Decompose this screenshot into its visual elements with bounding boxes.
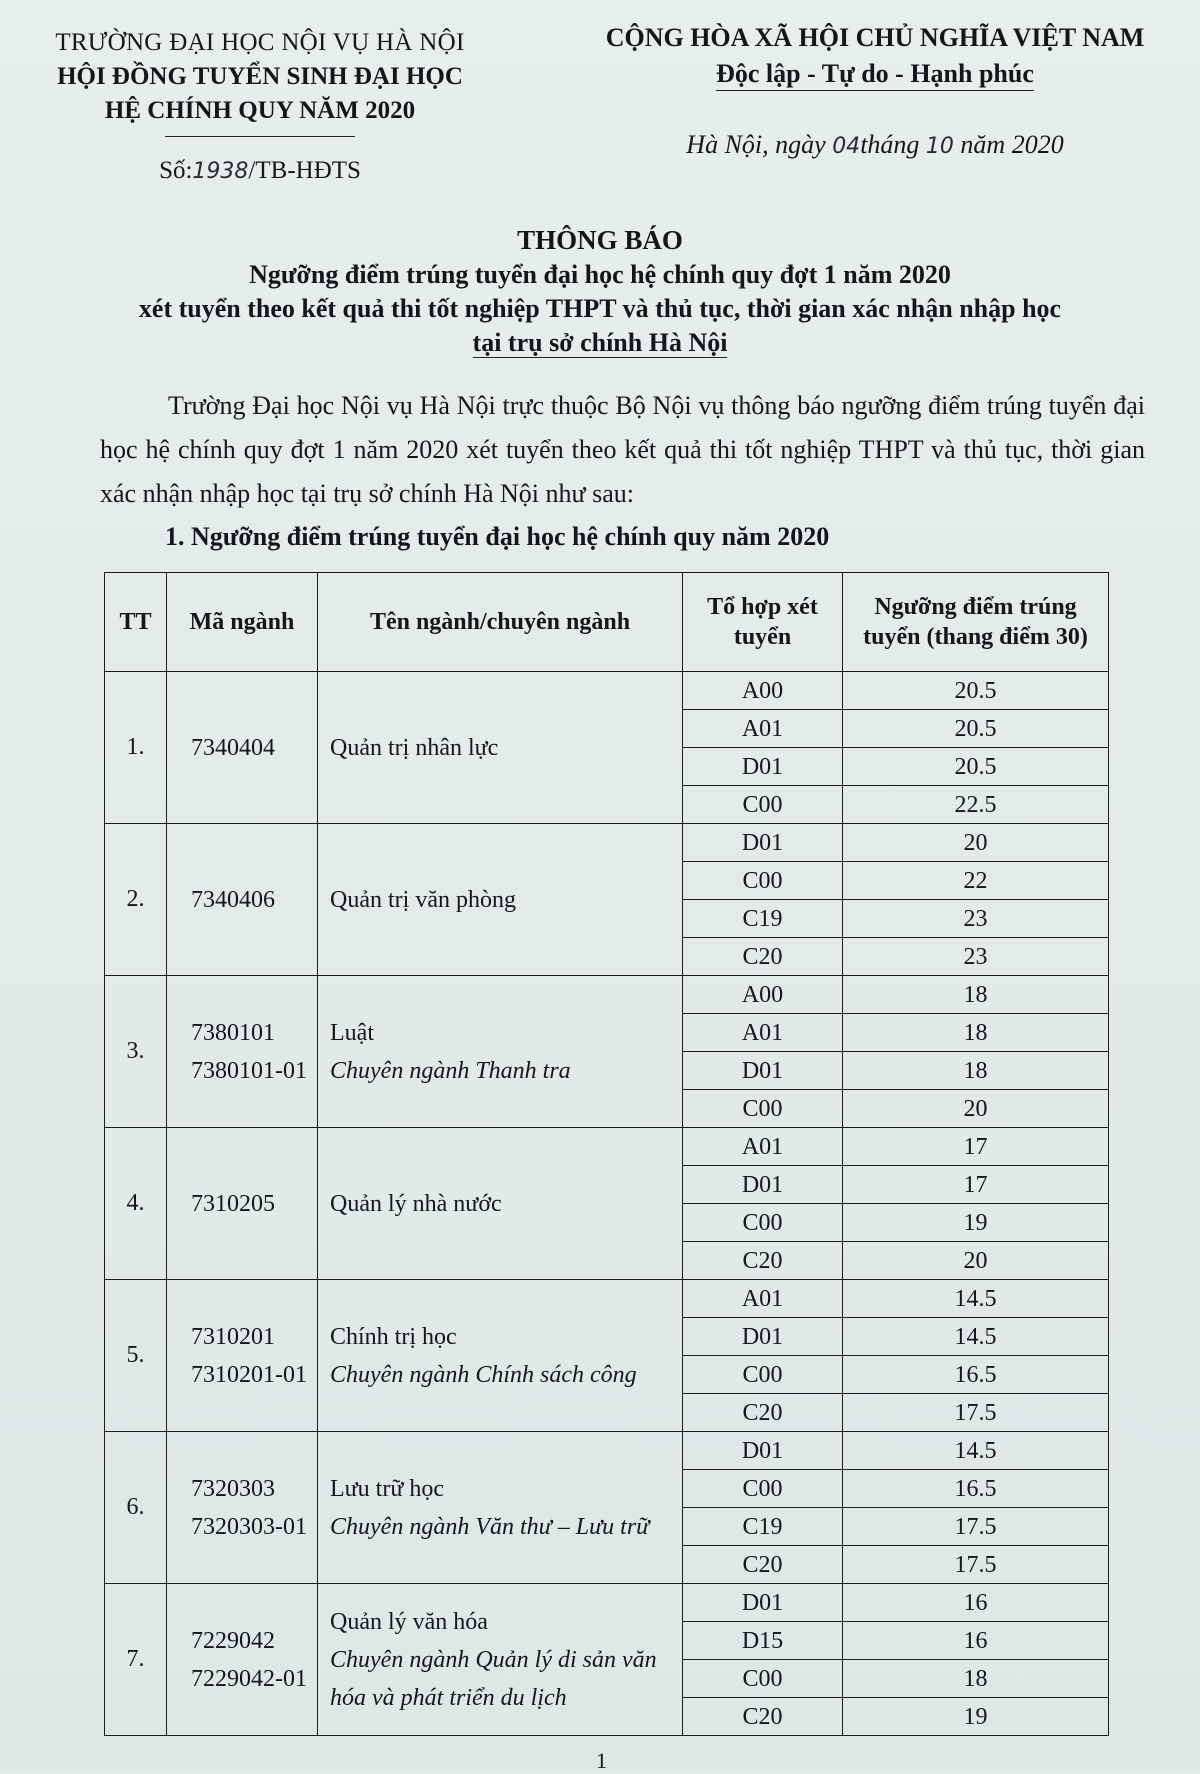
council-name: HỘI ĐỒNG TUYỂN SINH ĐẠI HỌC <box>57 63 463 90</box>
cell-threshold-score: 16 <box>843 1622 1109 1660</box>
major-code: 7320303-01 <box>191 1513 307 1540</box>
cell-subject-combo: C20 <box>683 1698 843 1736</box>
doc-number-handwritten: 1938 <box>192 159 249 184</box>
cell-major-code <box>167 1128 318 1280</box>
header-name: Tên ngành/chuyên ngành <box>318 573 683 672</box>
cell-major-code <box>167 672 318 824</box>
cell-threshold-score: 22 <box>843 862 1109 900</box>
cell-subject-combo: C20 <box>683 938 843 976</box>
major-name: Lưu trữ học <box>330 1475 444 1502</box>
intro-paragraph: Trường Đại học Nội vụ Hà Nội trực thuộc Bộ Nội vụ thông báo ngưỡng điểm trúng tuyển đại học hệ chính quy đợt 1 năm 2020 xét tuyển theo kết quả thi tốt nghiệp THPT và thủ tục, thời gian xác nhận nhập học tại trụ sở chính Hà Nội như sau: <box>100 391 1145 508</box>
cell-subject-combo: D01 <box>683 1318 843 1356</box>
cell-major-name <box>318 824 683 976</box>
title-line-2: Ngưỡng điểm trúng tuyển đại học hệ chính quy đợt 1 năm 2020 <box>249 260 951 289</box>
major-code: 7320303 <box>191 1475 275 1502</box>
cell-tt: 5. <box>105 1280 167 1432</box>
cell-threshold-score: 23 <box>843 938 1109 976</box>
cell-subject-combo: D01 <box>683 1166 843 1204</box>
date-day: 04 <box>832 134 861 159</box>
specialization-name: Chuyên ngành Thanh tra <box>330 1057 571 1084</box>
cell-subject-combo: D01 <box>683 824 843 862</box>
major-name: Quản lý nhà nước <box>330 1190 502 1217</box>
cell-subject-combo: C19 <box>683 1508 843 1546</box>
specialization-name: Chuyên ngành Quản lý di sản văn hóa và phát triển du lịch <box>330 1646 657 1711</box>
cell-threshold-score: 20.5 <box>843 672 1109 710</box>
cell-threshold-score: 16 <box>843 1584 1109 1622</box>
issuer-header <box>10 26 510 185</box>
document-number <box>10 157 510 185</box>
cell-major-code <box>167 1432 318 1584</box>
cell-major-name <box>318 1432 683 1584</box>
country-name: CỘNG HÒA XÃ HỘI CHỦ NGHĨA VIỆT NAM <box>605 23 1145 52</box>
cell-major-name <box>318 1128 683 1280</box>
major-code: 7310205 <box>191 1190 275 1217</box>
major-code: 7229042 <box>191 1627 275 1654</box>
cell-subject-combo: A01 <box>683 1280 843 1318</box>
council-program: HỆ CHÍNH QUY NĂM 2020 <box>104 97 416 124</box>
doc-number-suffix: /TB-HĐTS <box>248 157 361 184</box>
doc-number-prefix: Số: <box>159 157 193 184</box>
cell-threshold-score: 14.5 <box>843 1432 1109 1470</box>
cell-threshold-score: 14.5 <box>843 1318 1109 1356</box>
cell-subject-combo: A00 <box>683 976 843 1014</box>
admission-score-table <box>104 572 1109 1736</box>
cell-subject-combo: A00 <box>683 672 843 710</box>
title-line-3: xét tuyển theo kết quả thi tốt nghiệp THPT và thủ tục, thời gian xác nhận nhập học <box>138 294 1062 323</box>
cell-tt: 6. <box>105 1432 167 1584</box>
cell-threshold-score: 17 <box>843 1166 1109 1204</box>
cell-subject-combo: C00 <box>683 786 843 824</box>
cell-subject-combo: A01 <box>683 710 843 748</box>
cell-subject-combo: D15 <box>683 1622 843 1660</box>
cell-major-code <box>167 1584 318 1736</box>
cell-tt: 4. <box>105 1128 167 1280</box>
table-row <box>105 1128 1109 1166</box>
cell-major-name <box>318 976 683 1128</box>
cell-threshold-score: 18 <box>843 1052 1109 1090</box>
major-code: 7310201 <box>191 1323 275 1350</box>
cell-subject-combo: C00 <box>683 1090 843 1128</box>
major-code: 7310201-01 <box>191 1361 307 1388</box>
title-line-4-text: tại trụ sở chính Hà Nội <box>472 328 728 357</box>
header-tt: TT <box>105 573 167 672</box>
header-rule <box>165 136 355 137</box>
page-number: 1 <box>596 1748 607 1773</box>
cell-threshold-score: 17 <box>843 1128 1109 1166</box>
cell-subject-combo: C20 <box>683 1242 843 1280</box>
cell-subject-combo: C00 <box>683 1470 843 1508</box>
national-header <box>560 20 1190 160</box>
table-row <box>105 824 1109 862</box>
date-month-label: tháng <box>860 130 920 159</box>
cell-threshold-score: 18 <box>843 1660 1109 1698</box>
cell-threshold-score: 18 <box>843 1014 1109 1052</box>
cell-subject-combo: C00 <box>683 862 843 900</box>
title-line-4 <box>0 326 1200 360</box>
date-month: 10 <box>925 134 954 159</box>
cell-subject-combo: A01 <box>683 1128 843 1166</box>
table-header-row <box>105 573 1109 672</box>
cell-subject-combo: A01 <box>683 1014 843 1052</box>
cell-tt: 1. <box>105 672 167 824</box>
table-row <box>105 1280 1109 1318</box>
university-name: TRƯỜNG ĐẠI HỌC NỘI VỤ HÀ NỘI <box>55 29 465 56</box>
major-name: Chính trị học <box>330 1323 457 1350</box>
title-main: THÔNG BÁO <box>517 225 683 255</box>
cell-subject-combo: D01 <box>683 1432 843 1470</box>
cell-threshold-score: 17.5 <box>843 1546 1109 1584</box>
table-row <box>105 976 1109 1014</box>
specialization-name: Chuyên ngành Văn thư – Lưu trữ <box>330 1513 650 1540</box>
cell-subject-combo: C00 <box>683 1204 843 1242</box>
date-year: năm 2020 <box>960 130 1064 159</box>
cell-major-name <box>318 1584 683 1736</box>
issue-date <box>560 130 1190 160</box>
major-code: 7340404 <box>191 734 275 761</box>
major-code: 7380101 <box>191 1019 275 1046</box>
major-name: Luật <box>330 1019 374 1046</box>
major-name: Quản trị văn phòng <box>330 886 516 913</box>
cell-threshold-score: 14.5 <box>843 1280 1109 1318</box>
cell-subject-combo: D01 <box>683 1584 843 1622</box>
cell-threshold-score: 23 <box>843 900 1109 938</box>
cell-major-name <box>318 1280 683 1432</box>
cell-threshold-score: 19 <box>843 1698 1109 1736</box>
cell-threshold-score: 20 <box>843 1090 1109 1128</box>
cell-threshold-score: 20.5 <box>843 748 1109 786</box>
table-row <box>105 1584 1109 1622</box>
cell-threshold-score: 16.5 <box>843 1356 1109 1394</box>
cell-subject-combo: C00 <box>683 1356 843 1394</box>
cell-major-code <box>167 1280 318 1432</box>
cell-tt: 2. <box>105 824 167 976</box>
table-row <box>105 1432 1109 1470</box>
header-score: Ngưỡng điểm trúng tuyển (thang điểm 30) <box>843 573 1109 672</box>
notice-title <box>0 222 1200 360</box>
date-prefix: Hà Nội, ngày <box>686 130 826 159</box>
cell-subject-combo: C19 <box>683 900 843 938</box>
major-name: Quản trị nhân lực <box>330 734 499 761</box>
cell-major-code <box>167 824 318 976</box>
cell-threshold-score: 18 <box>843 976 1109 1014</box>
cell-tt: 3. <box>105 976 167 1128</box>
cell-subject-combo: C20 <box>683 1394 843 1432</box>
cell-threshold-score: 16.5 <box>843 1470 1109 1508</box>
cell-tt: 7. <box>105 1584 167 1736</box>
cell-major-code <box>167 976 318 1128</box>
cell-threshold-score: 20 <box>843 1242 1109 1280</box>
cell-threshold-score: 20 <box>843 824 1109 862</box>
national-motto <box>560 56 1190 92</box>
table-body <box>105 672 1109 1736</box>
cell-subject-combo: C00 <box>683 1660 843 1698</box>
national-motto-text: Độc lập - Tự do - Hạnh phúc <box>716 59 1034 91</box>
major-code: 7229042-01 <box>191 1665 307 1692</box>
cell-major-name <box>318 672 683 824</box>
header-code: Mã ngành <box>167 573 318 672</box>
cell-threshold-score: 17.5 <box>843 1394 1109 1432</box>
cell-subject-combo: D01 <box>683 748 843 786</box>
cell-subject-combo: D01 <box>683 1052 843 1090</box>
table-row <box>105 672 1109 710</box>
specialization-name: Chuyên ngành Chính sách công <box>330 1361 637 1388</box>
cell-threshold-score: 20.5 <box>843 710 1109 748</box>
major-code: 7380101-01 <box>191 1057 307 1084</box>
section-heading: 1. Ngưỡng điểm trúng tuyển đại học hệ chính quy năm 2020 <box>165 522 830 551</box>
cell-threshold-score: 17.5 <box>843 1508 1109 1546</box>
major-name: Quản lý văn hóa <box>330 1608 488 1635</box>
cell-subject-combo: C20 <box>683 1546 843 1584</box>
major-code: 7340406 <box>191 886 275 913</box>
header-combo: Tổ hợp xét tuyển <box>683 573 843 672</box>
cell-threshold-score: 22.5 <box>843 786 1109 824</box>
cell-threshold-score: 19 <box>843 1204 1109 1242</box>
